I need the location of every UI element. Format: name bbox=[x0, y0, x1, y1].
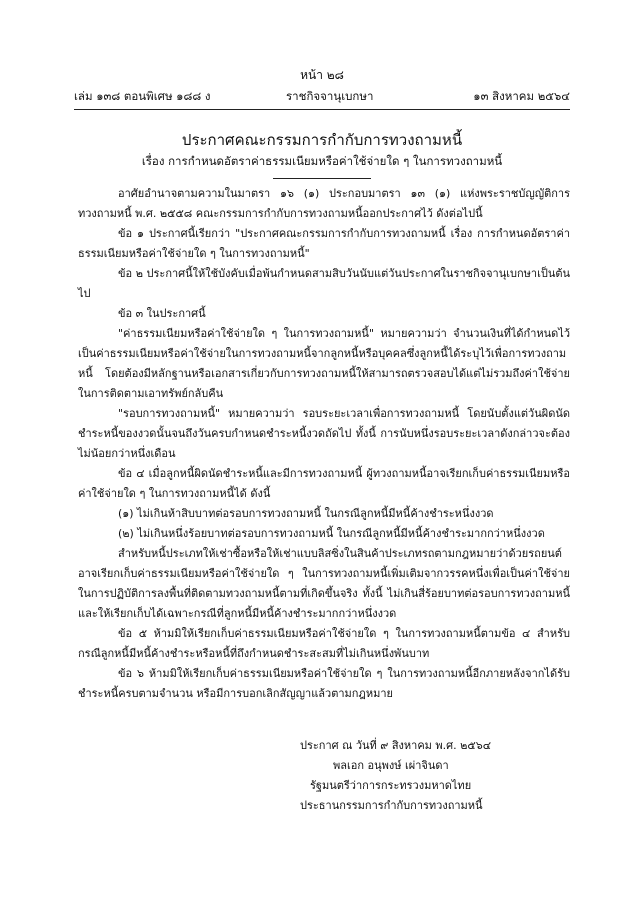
page-number: หน้า ๒๘ bbox=[300, 68, 344, 82]
header-divider bbox=[74, 109, 570, 110]
title-separator bbox=[273, 178, 371, 179]
signature-block bbox=[300, 736, 560, 816]
paragraph-clause-4-hire-purchase: สำหรับหนี้ประเภทให้เช่าซื้อหรือให้เช่าแบบลิสซิ่งในสินค้าประเภทรถตามกฎหมายว่าด้วยรถยนต์ อาจเรียกเก็บค่าธรรมเนียมหรือค่าใช้จ่ายใด ๆ ในการทวงถามหนี้เพิ่มเติมจากวรรคหนึ่งเพื่อเป็นค่าใช้จ่ายในการปฏิบัติการลงพื้นที่ติดตามทวงถามหนี้ตามที่เกิดขึ้นจริง ทั้งนี้ ไม่เกินสี่ร้อยบาทต่อรอบการทวงถามหนี้ และให้เรียกเก็บได้เฉพาะกรณีที่ลูกหนี้มีหนี้ค้างชำระมากกว่าหนึ่งงวด bbox=[78, 547, 570, 620]
paragraph-clause-2: ข้อ ๒ ประกาศนี้ให้ใช้บังคับเมื่อพ้นกำหนดสามสิบวันนับแต่วันประกาศในราชกิจจานุเบกษาเป็นต้นไป bbox=[78, 267, 570, 300]
paragraph-clause-1: ข้อ ๑ ประกาศนี้เรียกว่า "ประกาศคณะกรรมการกำกับการทวงถามหนี้ เรื่อง การกำหนดอัตราค่าธรรมเนียมหรือค่าใช้จ่ายใด ๆ ในการทวงถามหนี้" bbox=[78, 227, 570, 260]
document-subject: เรื่อง การกำหนดอัตราค่าธรรมเนียมหรือค่าใช้จ่ายใด ๆ ในการทวงถามหนี้ bbox=[141, 154, 503, 168]
publication-date: ๑๓ สิงหาคม ๒๕๖๔ bbox=[473, 89, 570, 103]
announcement-date: ประกาศ ณ วันที่ ๙ สิงหาคม พ.ศ. ๒๕๖๔ bbox=[300, 739, 492, 752]
paragraph-clause-4-item-1: (๑) ไม่เกินห้าสิบบาทต่อรอบการทวงถามหนี้ ในกรณีลูกหนี้มีหนี้ค้างชำระหนึ่งงวด bbox=[118, 507, 494, 520]
volume-info: เล่ม ๑๓๘ ตอนพิเศษ ๑๘๘ ง bbox=[74, 89, 211, 103]
document-title: ประกาศคณะกรรมการกำกับการทวงถามหนี้ bbox=[181, 131, 463, 149]
paragraph-definition-fee: "ค่าธรรมเนียมหรือค่าใช้จ่ายใด ๆ ในการทวงถามหนี้" หมายความว่า จำนวนเงินที่ได้กำหนดไว้เป็นค่าธรรมเนียมหรือค่าใช้จ่ายในการทวงถามหนี้จากลูกหนี้หรือบุคคลซึ่งลูกหนี้ได้ระบุไว้เพื่อการทวงถามหนี้ โดยต้องมีหลักฐานหรือเอกสารเกี่ยวกับการทวงถามหนี้ให้สามารถตรวจสอบได้แต่ไม่รวมถึงค่าใช้จ่ายในการติดตามเอาทรัพย์กลับคืน bbox=[78, 327, 570, 400]
paragraph-clause-6: ข้อ ๖ ห้ามมิให้เรียกเก็บค่าธรรมเนียมหรือค่าใช้จ่ายใด ๆ ในการทวงถามหนี้อีกภายหลังจากได้รับชำระหนี้ครบตามจำนวน หรือมีการบอกเลิกสัญญาแล้วตามกฎหมาย bbox=[78, 667, 570, 700]
signatory-position: รัฐมนตรีว่าการกระทรวงมหาดไทย bbox=[310, 779, 472, 792]
paragraph-clause-5: ข้อ ๕ ห้ามมิให้เรียกเก็บค่าธรรมเนียมหรือค่าใช้จ่ายใด ๆ ในการทวงถามหนี้ตามข้อ ๔ สำหรับกรณีลูกหนี้มีหนี้ค้างชำระหรือหนี้ที่ถึงกำหนดชำระสะสมที่ไม่เกินหนึ่งพันบาท bbox=[78, 627, 570, 660]
gazette-header bbox=[74, 88, 570, 106]
publication-name: ราชกิจจานุเบกษา bbox=[286, 89, 374, 103]
paragraph-preamble: อาศัยอำนาจตามความในมาตรา ๑๖ (๑) ประกอบมาตรา ๑๓ (๑) แห่งพระราชบัญญัติการทวงถามหนี้ พ.ศ. ๒๕๕๘ คณะกรรมการกำกับการทวงถามหนี้ออกประกาศไว้ ดังต่อไปนี้ bbox=[78, 187, 570, 220]
paragraph-clause-4: ข้อ ๔ เมื่อลูกหนี้ผิดนัดชำระหนี้และมีการทวงถามหนี้ ผู้ทวงถามหนี้อาจเรียกเก็บค่าธรรมเนียมหรือค่าใช้จ่ายใด ๆ ในการทวงถามหนี้ได้ ดังนี้ bbox=[78, 467, 570, 500]
signatory-name: พลเอก อนุพงษ์ เผ่าจินดา bbox=[333, 759, 449, 772]
signatory-role: ประธานกรรมการกำกับการทวงถามหนี้ bbox=[300, 799, 483, 812]
document-body bbox=[78, 184, 570, 704]
paragraph-clause-3: ข้อ ๓ ในประกาศนี้ bbox=[118, 307, 206, 320]
paragraph-definition-cycle: "รอบการทวงถามหนี้" หมายความว่า รอบระยะเวลาเพื่อการทวงถามหนี้ โดยนับตั้งแต่วันผิดนัดชำระหนี้ของงวดนั้นจนถึงวันครบกำหนดชำระหนี้งวดถัดไป ทั้งนี้ การนับหนึ่งรอบระยะเวลาดังกล่าวจะต้องไม่น้อยกว่าหนึ่งเดือน bbox=[78, 407, 570, 460]
paragraph-clause-4-item-2: (๒) ไม่เกินหนึ่งร้อยบาทต่อรอบการทวงถามหนี้ ในกรณีลูกหนี้มีหนี้ค้างชำระมากกว่าหนึ่งงวด bbox=[118, 527, 545, 540]
